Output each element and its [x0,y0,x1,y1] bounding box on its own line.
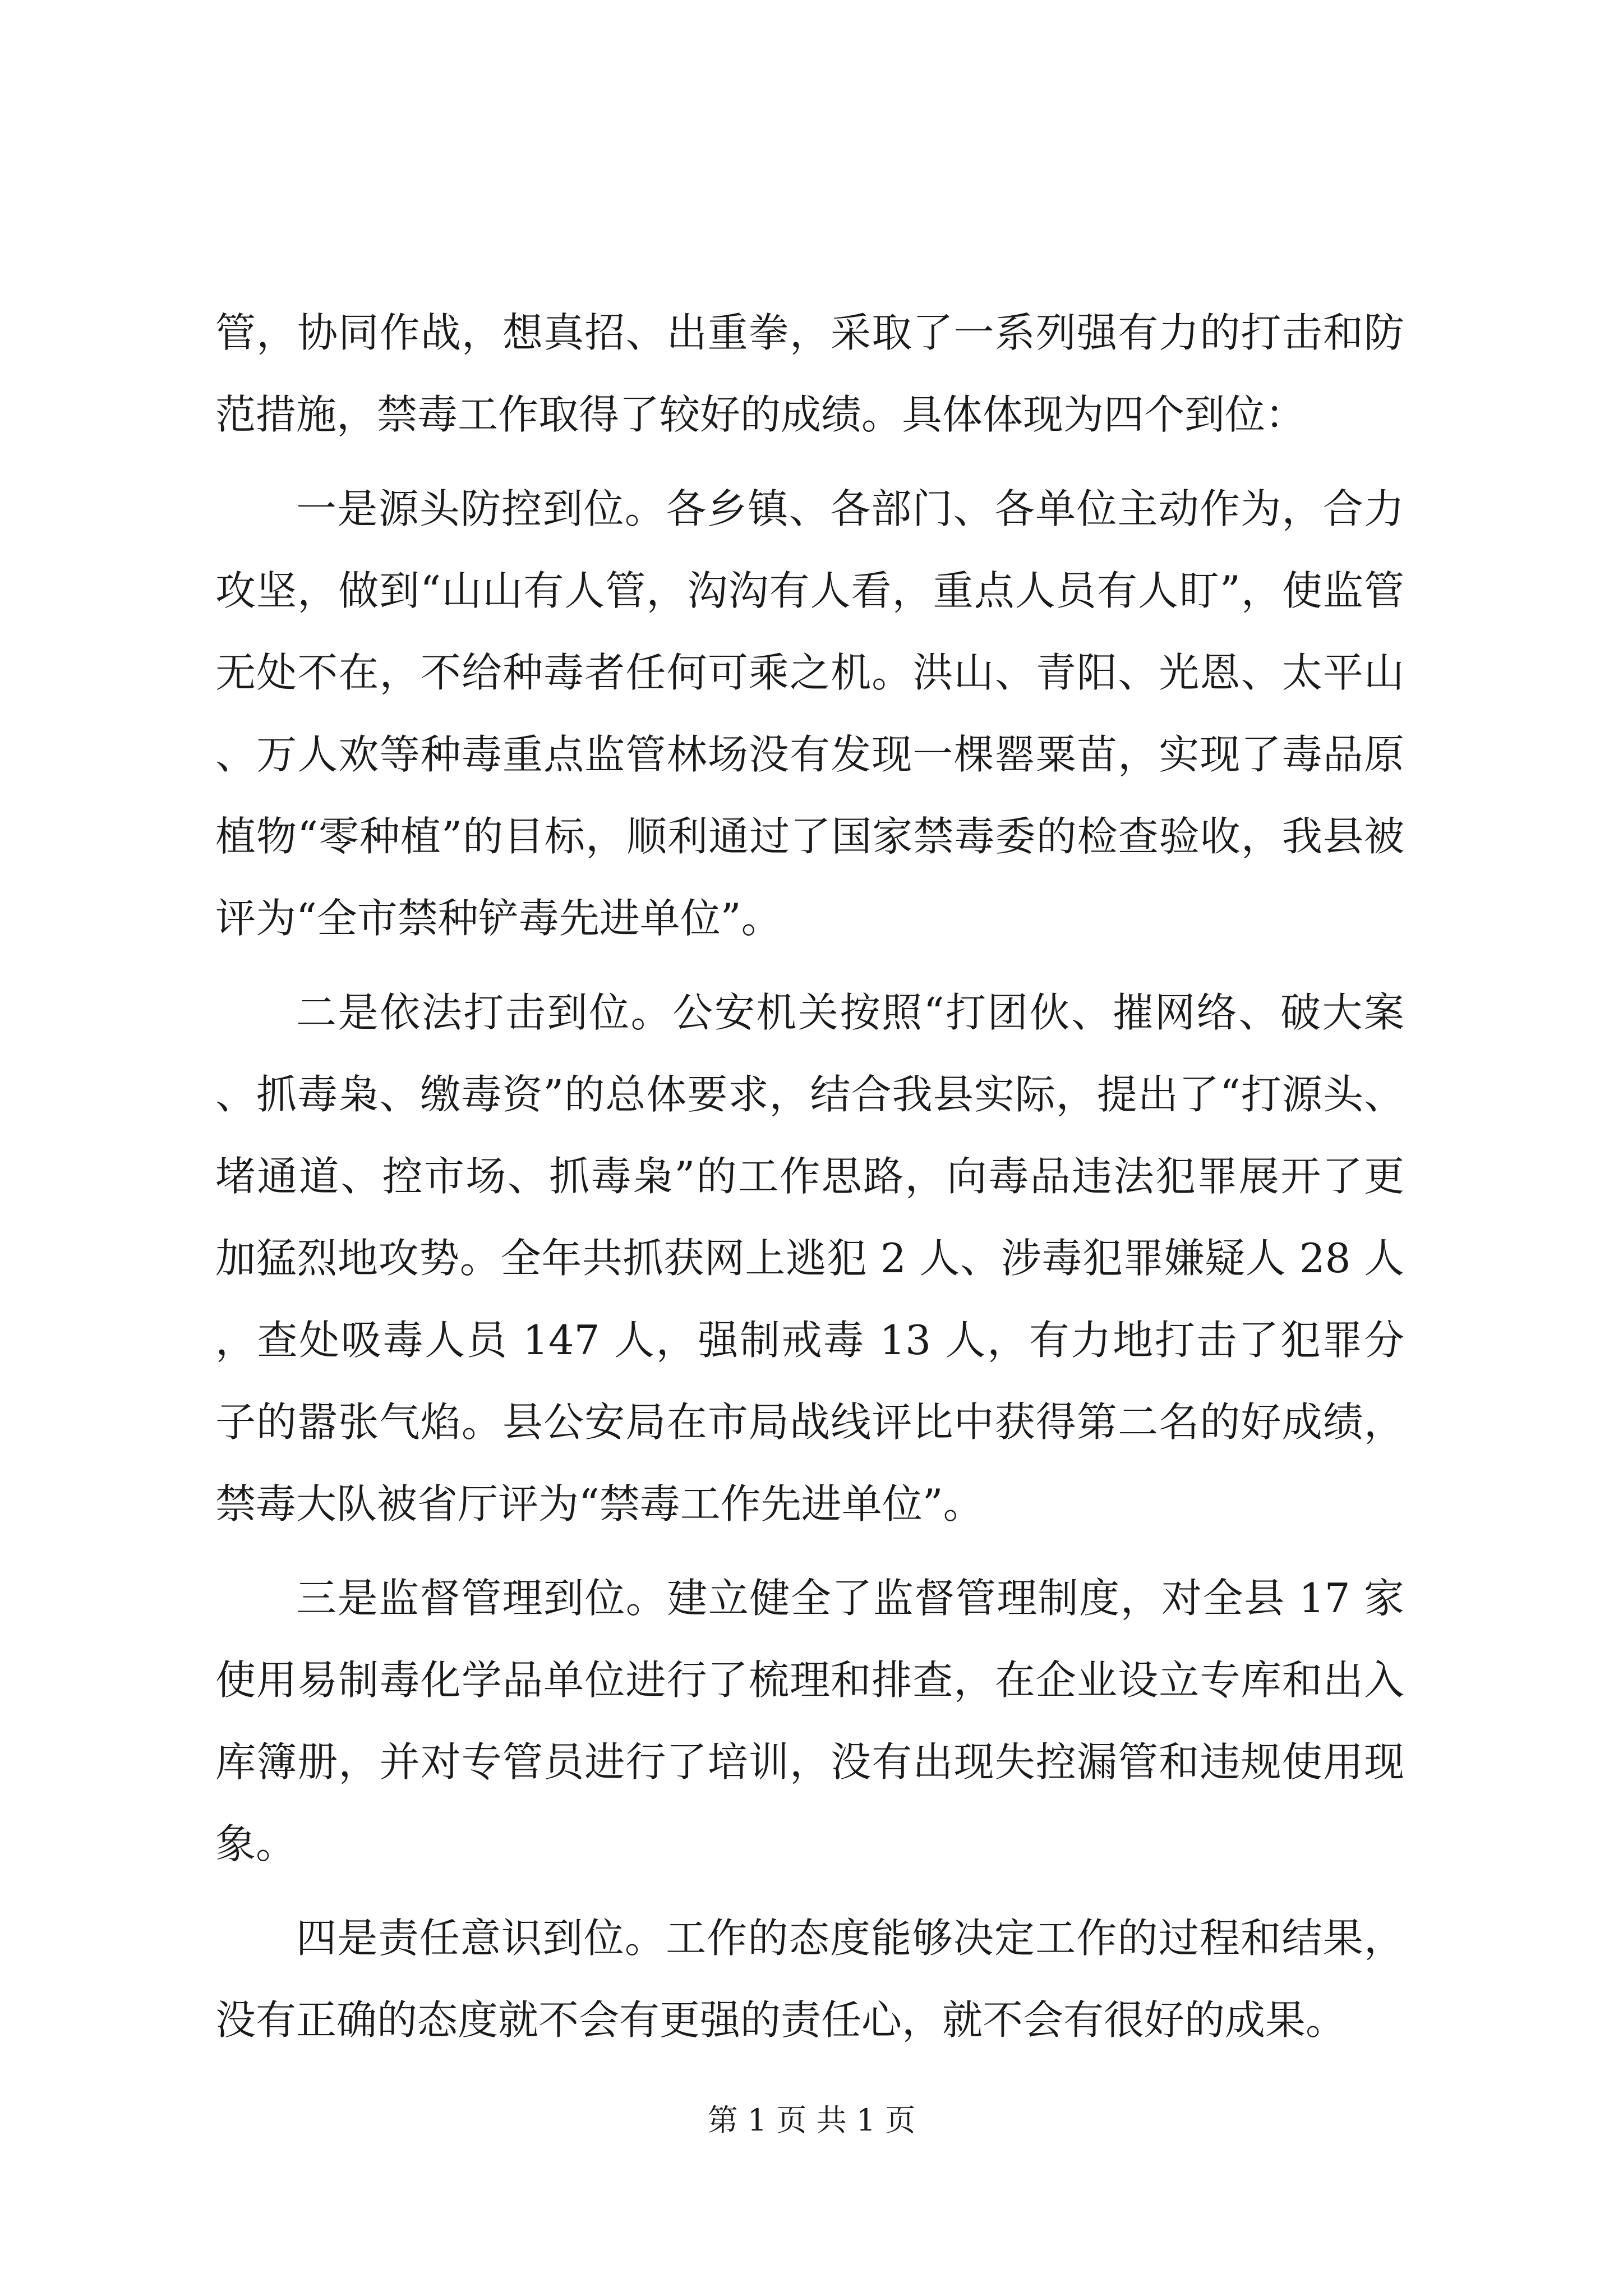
page-footer: 第 1 页 共 1 页 [707,2102,916,2138]
paragraph-responsibility: 四是责任意识到位。工作的态度能够决定工作的过程和结果，没有正确的态度就不会有更强的责任心，就不会有很好的成果。 [215,1915,1404,2044]
paragraph-supervision: 三是监督管理到位。建立健全了监督管理制度，对全县 17 家使用易制毒化学品单位进行了梳理和排查，在企业设立专库和出入库簿册，并对专管员进行了培训，没有出现失控漏管和违规使用现象。 [215,1575,1404,1867]
paragraph-law-enforcement: 二是依法打击到位。公安机关按照“打团伙、摧网络、破大案、抓毒枭、缴毒资”的总体要求，结合我县实际，提出了“打源头、堵通道、控市场、抓毒枭”的工作思路，向毒品违法犯罪展开了更加猛烈地攻势。全年共抓获网上逃犯 2 人、涉毒犯罪嫌疑人 28 人，查处吸毒人员 147 人，强制戒毒 13 人，有力地打击了犯罪分子的嚣张气焰。县公安局在市局战线评比中获得第二名的好成绩，禁毒大队被省厅评为“禁毒工作先进单位”。 [215,989,1404,1527]
document-body [215,292,1404,2061]
paragraph-source-control: 一是源头防控到位。各乡镇、各部门、各单位主动作为，合力攻坚，做到“山山有人管，沟沟有人看，重点人员有人盯”，使监管无处不在，不给种毒者任何可乘之机。洪山、青阳、光恩、太平山、万人欢等种毒重点监管林场没有发现一棵罂粟苗，实现了毒品原植物“零种植”的目标，顺利通过了国家禁毒委的检查验收，我县被评为“全市禁种铲毒先进单位”。 [215,485,1404,942]
paragraph-continuation: 管，协同作战，想真招、出重拳，采取了一系列强有力的打击和防范措施，禁毒工作取得了较好的成绩。具体体现为四个到位： [215,309,1404,438]
